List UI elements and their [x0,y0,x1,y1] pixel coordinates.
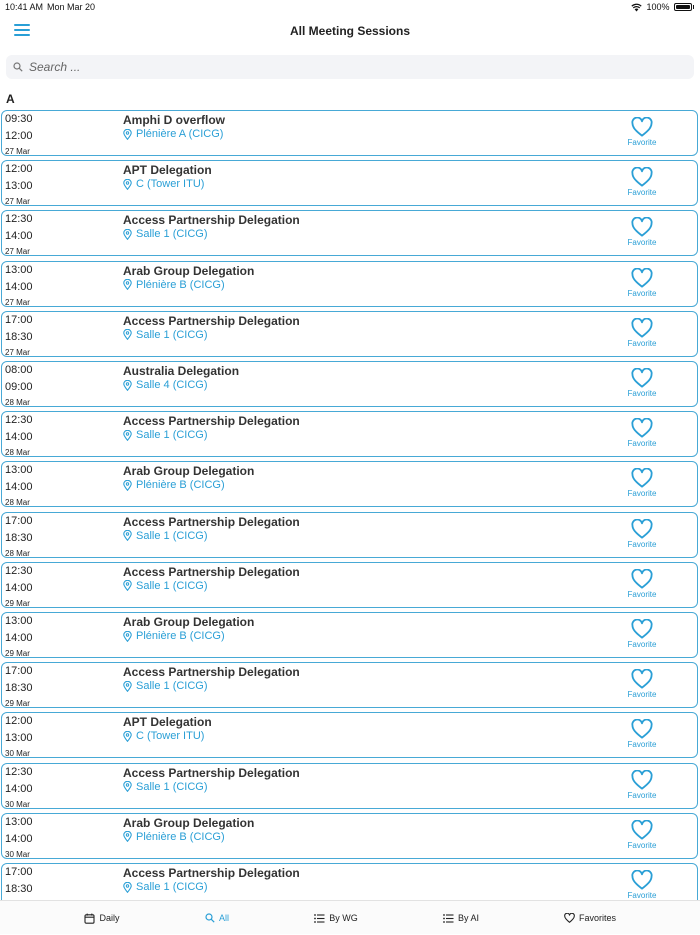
session-start-time: 13:00 [5,815,33,828]
heart-icon [631,519,653,539]
session-location-label: C (Tower ITU) [136,730,205,743]
session-row[interactable] [1,612,698,658]
session-start-time: 08:00 [5,364,33,376]
search-icon [13,62,23,72]
session-end-time: 18:30 [5,682,33,695]
heart-icon [631,117,653,137]
location-pin-icon [123,831,132,842]
favorite-button[interactable] [614,517,670,555]
battery-tip [693,5,695,9]
session-start-time: 12:30 [5,765,33,778]
session-location-label: C (Tower ITU) [136,178,205,191]
status-bar [0,0,700,14]
session-row[interactable] [1,361,698,407]
session-name: Access Partnership Delegation [123,665,300,680]
favorite-label: Favorite [627,840,657,850]
session-location-label: Plénière B (CICG) [136,479,225,492]
session-date: 29 Mar [5,598,30,608]
session-location [123,329,208,341]
session-row[interactable] [1,763,698,809]
tab-by-wg[interactable] [291,901,381,935]
favorite-label: Favorite [627,740,657,750]
heart-icon [631,167,653,187]
heart-icon [631,368,653,388]
session-start-time: 13:00 [5,263,33,276]
session-row[interactable] [1,411,698,457]
session-end-time: 14:00 [5,481,33,494]
session-location [123,379,208,391]
favorite-button[interactable] [614,366,670,404]
status-time: 10:41 AM [5,2,44,12]
session-name: APT Delegation [123,163,212,178]
session-end-time: 14:00 [5,832,33,845]
session-location [123,831,225,843]
tab-label: By WG [329,913,358,923]
session-name: Access Partnership Delegation [123,213,300,228]
session-row[interactable] [1,461,698,507]
session-end-time: 13:00 [5,180,33,193]
session-end-time: 14:00 [5,431,33,444]
heart-icon [631,770,653,790]
session-date: 30 Mar [5,749,30,759]
session-start-time: 12:00 [5,163,33,176]
session-row[interactable] [1,813,698,859]
favorite-button[interactable] [614,165,670,203]
session-name: Access Partnership Delegation [123,564,300,579]
favorite-label: Favorite [627,640,657,649]
favorite-label: Favorite [627,539,657,549]
session-name: Arab Group Delegation [123,464,255,479]
tab-daily[interactable] [57,901,147,935]
battery-percent: 100% [646,2,670,12]
location-pin-icon [123,179,132,190]
location-pin-icon [123,580,132,591]
session-location [123,279,225,291]
tab-label: Favorites [578,913,616,923]
session-date: 27 Mar [5,247,30,257]
location-pin-icon [123,129,132,140]
session-location-label: Salle 1 (CICG) [136,529,208,542]
section-header: A [6,92,15,106]
session-location-label: Salle 1 (CICG) [136,680,208,693]
session-end-time: 14:00 [5,280,33,293]
session-end-time: 09:00 [5,381,33,393]
favorite-button[interactable] [614,115,670,153]
location-pin-icon [123,329,132,340]
session-end-time: 14:00 [5,632,33,644]
session-row[interactable] [1,311,698,357]
session-date: 28 Mar [5,448,30,458]
heart-icon [631,669,653,689]
favorite-label: Favorite [627,188,657,198]
favorite-label: Favorite [627,338,657,348]
session-date: 27 Mar [5,347,30,357]
session-location-label: Plénière B (CICG) [136,830,225,843]
session-location [123,128,223,140]
calendar-icon [84,913,95,924]
search-input[interactable] [27,59,671,75]
session-location-label: Salle 1 (CICG) [136,228,208,241]
session-location-label: Plénière A (CICG) [136,128,224,140]
session-row[interactable] [1,662,698,708]
session-row[interactable] [1,712,698,758]
session-end-time: 14:00 [5,581,33,594]
tab-bar [0,900,700,934]
favorite-button[interactable] [614,215,670,253]
session-row[interactable] [1,512,698,558]
location-pin-icon [123,731,132,742]
session-row[interactable] [1,110,698,156]
location-pin-icon [123,530,132,541]
session-row[interactable] [1,210,698,256]
favorite-label: Favorite [627,389,657,398]
session-location [123,580,208,592]
session-location [123,479,225,491]
session-name: Amphi D overflow [123,113,226,127]
heart-icon [631,217,653,237]
location-pin-icon [123,480,132,491]
list-icon [443,914,454,923]
heart-icon [631,268,653,288]
session-date: 27 Mar [5,297,30,307]
session-name: APT Delegation [123,715,212,730]
session-end-time: 12:00 [5,130,33,142]
favorite-button[interactable] [614,316,670,354]
favorite-button[interactable] [614,617,670,655]
session-row[interactable] [1,562,698,608]
favorite-label: Favorite [627,790,657,800]
session-location-label: Salle 1 (CICG) [136,429,208,442]
favorite-button[interactable] [614,818,670,856]
session-location [123,881,208,893]
favorite-button[interactable] [614,868,670,900]
status-right [631,2,694,12]
battery-icon [674,3,692,11]
session-name: Access Partnership Delegation [123,765,300,780]
page-title: All Meeting Sessions [289,24,411,38]
session-start-time: 13:00 [5,615,33,627]
session-location [123,530,208,542]
session-date: 28 Mar [5,548,30,558]
session-location [123,781,208,793]
heart-icon [631,418,653,438]
session-start-time: 12:30 [5,414,33,427]
session-start-time: 12:30 [5,213,33,226]
location-pin-icon [123,681,132,692]
session-date: 30 Mar [5,799,30,809]
favorite-label: Favorite [627,288,657,298]
favorite-label: Favorite [627,138,657,147]
favorite-label: Favorite [627,439,657,449]
session-location-label: Salle 1 (CICG) [136,328,208,341]
heart-icon [631,569,653,589]
location-pin-icon [123,380,132,391]
session-end-time: 18:30 [5,330,33,343]
session-location [123,630,225,642]
session-name: Arab Group Delegation [123,615,255,629]
session-location-label: Salle 1 (CICG) [136,881,208,893]
session-start-time: 12:00 [5,715,33,728]
session-date: 30 Mar [5,849,30,859]
favorite-button[interactable] [614,567,670,605]
location-pin-icon [123,430,132,441]
favorite-label: Favorite [627,891,657,900]
heart-icon [564,913,575,923]
favorite-button[interactable] [614,416,670,454]
search-bar[interactable] [6,55,694,79]
session-name: Access Partnership Delegation [123,313,300,328]
session-end-time: 13:00 [5,732,33,745]
location-pin-icon [123,279,132,290]
session-location [123,429,208,441]
session-date: 27 Mar [5,197,30,207]
session-location-label: Plénière B (CICG) [136,278,225,291]
tab-favorites[interactable] [545,901,635,935]
favorite-button[interactable] [614,768,670,806]
session-start-time: 17:00 [5,866,33,878]
wifi-icon [631,3,642,12]
session-row[interactable] [1,261,698,307]
location-pin-icon [123,882,132,893]
search-icon [205,913,215,923]
session-end-time: 14:00 [5,230,33,243]
navigation-bar [0,14,700,48]
session-location [123,730,204,742]
favorite-button[interactable] [614,667,670,705]
session-location [123,680,208,692]
session-end-time: 14:00 [5,782,33,795]
session-row[interactable] [1,863,698,900]
favorite-label: Favorite [627,238,657,248]
session-date: 29 Mar [5,649,30,658]
session-end-time: 18:30 [5,531,33,544]
favorite-button[interactable] [614,466,670,504]
favorite-button[interactable] [614,266,670,304]
session-name: Access Partnership Delegation [123,866,300,880]
session-start-time: 09:30 [5,113,33,125]
session-location-label: Salle 4 (CICG) [136,379,208,391]
session-start-time: 17:00 [5,514,33,527]
session-location [123,178,204,190]
favorite-label: Favorite [627,589,657,599]
session-name: Arab Group Delegation [123,263,255,278]
tab-all[interactable] [172,901,262,935]
heart-icon [631,468,653,488]
session-location-label: Plénière B (CICG) [136,630,225,642]
session-date: 28 Mar [5,498,30,508]
session-start-time: 17:00 [5,313,33,326]
session-start-time: 17:00 [5,665,33,678]
session-list[interactable] [0,109,700,900]
session-name: Access Partnership Delegation [123,414,300,429]
session-start-time: 13:00 [5,464,33,477]
session-row[interactable] [1,160,698,206]
tab-label: All [218,913,229,923]
favorite-label: Favorite [627,690,657,700]
session-name: Australia Delegation [123,364,240,378]
session-name: Access Partnership Delegation [123,514,300,529]
session-date: 27 Mar [5,147,30,156]
session-name: Arab Group Delegation [123,815,255,830]
session-date: 28 Mar [5,398,30,407]
tab-by-ai[interactable] [416,901,506,935]
location-pin-icon [123,631,132,642]
favorite-button[interactable] [614,717,670,755]
list-icon [314,914,325,923]
heart-icon [631,820,653,840]
heart-icon [631,619,653,639]
heart-icon [631,719,653,739]
favorite-label: Favorite [627,489,657,499]
session-end-time: 18:30 [5,883,33,895]
tab-label: By AI [457,913,479,923]
heart-icon [631,870,653,890]
session-location-label: Salle 1 (CICG) [136,780,208,793]
heart-icon [631,318,653,338]
tab-label: Daily [99,913,120,923]
session-location [123,228,208,240]
session-date: 29 Mar [5,699,30,709]
status-date: Mon Mar 20 [47,2,96,12]
session-start-time: 12:30 [5,564,33,577]
location-pin-icon [123,781,132,792]
location-pin-icon [123,229,132,240]
session-location-label: Salle 1 (CICG) [136,579,208,592]
